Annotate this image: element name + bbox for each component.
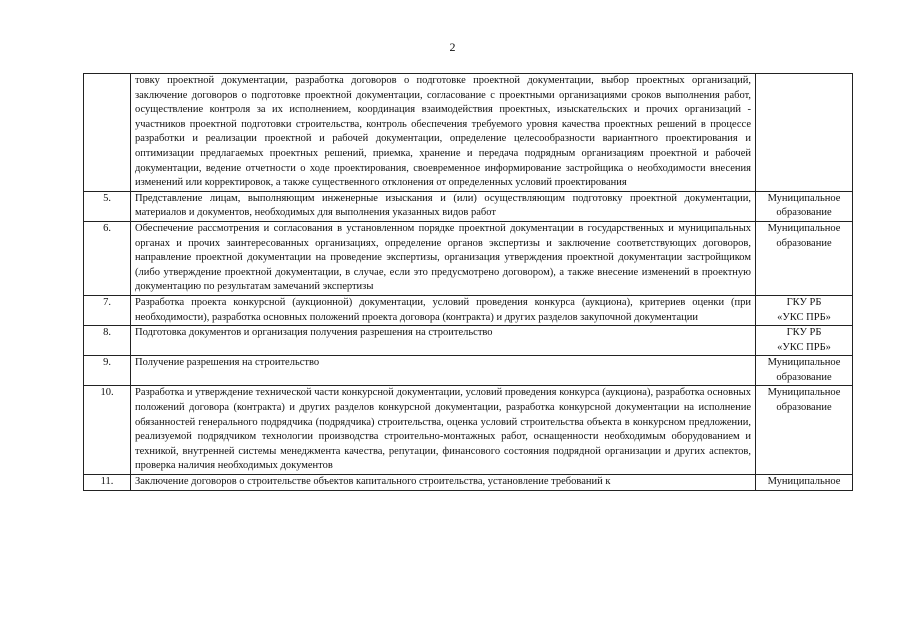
responsible-line: Муниципальное (767, 476, 841, 488)
row-number: 5. (84, 191, 131, 221)
responsible-line: ГКУ РБ (786, 296, 822, 308)
row-responsible (756, 326, 853, 356)
row-responsible (756, 356, 853, 386)
responsible-line: ГКУ РБ (786, 327, 822, 339)
responsible-line: образование (776, 207, 832, 219)
responsible-line: «УКС ПРБ» (777, 341, 831, 353)
row-responsible (756, 191, 853, 221)
responsible-line: образование (776, 402, 832, 414)
responsible-line: образование (776, 237, 832, 249)
table-row (84, 295, 853, 325)
row-description: Подготовка документов и организация получения разрешения на строительство (131, 326, 756, 356)
table-row (84, 221, 853, 295)
row-number: 8. (84, 326, 131, 356)
row-number: 7. (84, 295, 131, 325)
row-description: товку проектной документации, разработка договоров о подготовке проектной документации, выбор проектных организаций, заключение договоров о подготовке проектной документации, согласование с проектными организациями сроков выполнения работ, осуществление контроля за их исполнением, координация взаимодействия проектных, изыскательских и прочих организаций - участников проектной подготовки строительства, контроль обеспечения требуемого уровня качества проектных решений в процессе разработки и реализации проектной и рабочей документации, определение целесообразности вариантного проектирования и оптимизации предлагаемых проектных решений, приемка, хранение и передача подрядным организациям проектной и рабочей документации, ведение отчетности о ходе проектирования, своевременное информирование застройщика о необходимости внесения изменений или корректировок, а также существенного отклонения от определенных условий проектирования (131, 74, 756, 192)
row-responsible (756, 221, 853, 295)
row-description: Разработка и утверждение технической части конкурсной документации, условий проведения конкурса (аукциона), разработка основных положений договора (контракта) и других разделов конкурсной документации, разработка конкурсной документации на исполнение обязанностей генерального подрядчика (подрядчика) строительства, оценка условий строительства объекта в конкурсном предложении, реализуемой подрядчиком технологии производства строительно-монтажных работ, оснащенности необходимым оборудованием и техникой, внутренней системы менеджмента качества, репутации, финансового состояния подрядной организации и других аспектов, проверка наличия необходимых документов (131, 386, 756, 475)
page-number: 2 (449, 40, 456, 54)
table-row (84, 356, 853, 386)
row-number: 9. (84, 356, 131, 386)
table-row (84, 74, 853, 192)
row-number (84, 74, 131, 192)
table-row (84, 475, 853, 491)
responsible-line: «УКС ПРБ» (777, 311, 831, 323)
row-description: Получение разрешения на строительство (131, 356, 756, 386)
responsible-line: Муниципальное (767, 192, 841, 204)
table-row (84, 326, 853, 356)
row-number: 6. (84, 221, 131, 295)
row-responsible (756, 386, 853, 475)
row-description: Разработка проекта конкурсной (аукционной) документации, условий проведения конкурса (аукциона), критериев оценки (при необходимости), разработка основных положений проекта договора (контракта) и других разделов закупочной документации (131, 295, 756, 325)
table-row (84, 386, 853, 475)
row-responsible (756, 74, 853, 192)
row-responsible (756, 295, 853, 325)
table-row (84, 191, 853, 221)
row-number: 10. (84, 386, 131, 475)
row-number: 11. (84, 475, 131, 491)
responsible-line: образование (776, 371, 832, 383)
responsible-line: Муниципальное (767, 222, 841, 234)
responsibility-table (83, 73, 853, 491)
row-responsible (756, 475, 853, 491)
responsible-line: Муниципальное (767, 357, 841, 369)
row-description: Представление лицам, выполняющим инженерные изыскания и (или) осуществляющим подготовку проектной документации, материалов и документов, необходимых для выполнения указанных видов работ (131, 191, 756, 221)
row-description: Обеспечение рассмотрения и согласования в установленном порядке проектной документации в государственных и муниципальных органах и прочих заинтересованных организациях, определение органов экспертизы и заключение соответствующих договоров, направление проектной документации на проведение экспертизы, организация утверждения проектной документации застройщиком (либо утверждение проектной документации, в случае, если это предусмотрено договором), а также внесение изменений в проектную документацию по результатам замечаний экспертизы (131, 221, 756, 295)
row-description: Заключение договоров о строительстве объектов капитального строительства, установление требований к (131, 475, 756, 491)
responsible-line: Муниципальное (767, 387, 841, 399)
